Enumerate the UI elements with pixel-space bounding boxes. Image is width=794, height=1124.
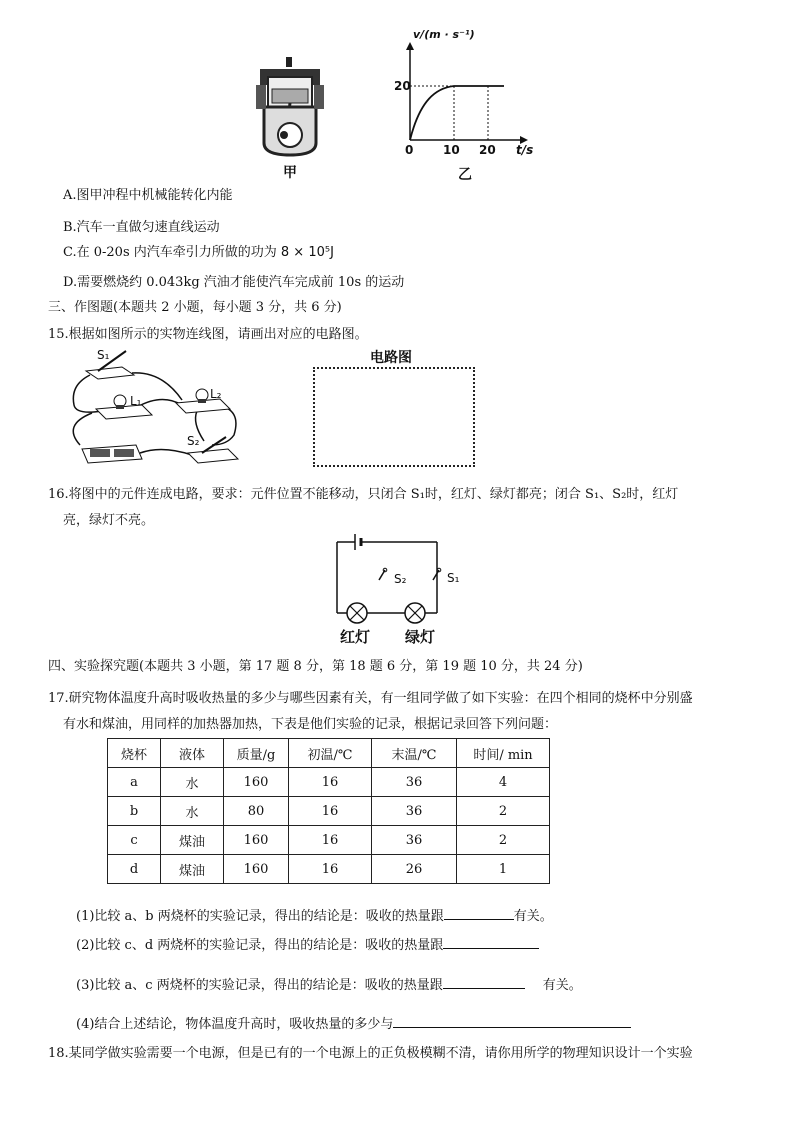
q17-part3 bbox=[76, 975, 582, 994]
graph-y-tick-20: 20 bbox=[394, 79, 411, 93]
table-row bbox=[108, 768, 550, 797]
table-cell: 16 bbox=[289, 826, 372, 855]
table-header: 烧杯 bbox=[108, 739, 161, 768]
table-cell: 2 bbox=[457, 797, 550, 826]
table-row bbox=[108, 855, 550, 884]
lamp-circuit-figure bbox=[325, 530, 460, 625]
option-c-formula: 8 × 10⁵J bbox=[280, 245, 334, 260]
option-c bbox=[63, 245, 334, 261]
q17-line2: 有水和煤油，用同样的加热器加热，下表是他们实验的记录，根据记录回答下列问题： bbox=[63, 717, 558, 732]
graph-y-axis-label: v/(m · s⁻¹) bbox=[413, 28, 475, 41]
table-cell: 16 bbox=[289, 797, 372, 826]
table-cell: 1 bbox=[457, 855, 550, 884]
figure-yi-label: 乙 bbox=[458, 167, 472, 183]
table-cell: 水 bbox=[161, 797, 224, 826]
option-c-text: C.在 0-20s 内汽车牵引力所做的功为 bbox=[63, 245, 281, 260]
q15-text: 15.根据如图所示的实物连线图，请画出对应的电路图。 bbox=[48, 327, 368, 342]
graph-x-tick-20: 20 bbox=[479, 143, 496, 157]
table-cell: 36 bbox=[372, 826, 457, 855]
q15-l1-label: L₁ bbox=[130, 394, 142, 408]
table-header-row bbox=[108, 739, 550, 768]
engine-cylinder-figure bbox=[250, 55, 330, 160]
q17-part1 bbox=[76, 906, 553, 925]
q17-part1-text: (1)比较 a、b 两烧杯的实验记录，得出的结论是：吸收的热量跟 bbox=[76, 909, 444, 924]
table-cell: 水 bbox=[161, 768, 224, 797]
answer-blank-3[interactable] bbox=[443, 975, 525, 989]
red-lamp-label: 红灯 bbox=[340, 628, 371, 646]
table-header: 时间/ min bbox=[457, 739, 550, 768]
q17-part3-text: (3)比较 a、c 两烧杯的实验记录，得出的结论是：吸收的热量跟 bbox=[76, 978, 443, 993]
circuit-box-title: 电路图 bbox=[370, 350, 412, 366]
table-cell: 16 bbox=[289, 768, 372, 797]
table-cell: 26 bbox=[372, 855, 457, 884]
table-cell: d bbox=[108, 855, 161, 884]
table-cell: 80 bbox=[224, 797, 289, 826]
q17-part1-suffix: 有关。 bbox=[513, 909, 553, 924]
table-cell: 160 bbox=[224, 768, 289, 797]
table-cell: c bbox=[108, 826, 161, 855]
figure-jia-label: 甲 bbox=[283, 165, 297, 181]
green-lamp-label: 绿灯 bbox=[405, 628, 436, 646]
answer-blank-2[interactable] bbox=[443, 935, 539, 949]
q17-part4 bbox=[76, 1014, 631, 1033]
q16-s1-label: S₁ bbox=[447, 571, 460, 585]
table-header: 初温/℃ bbox=[289, 739, 372, 768]
q17-part2 bbox=[76, 935, 539, 954]
table-header: 质量/g bbox=[224, 739, 289, 768]
table-row bbox=[108, 826, 550, 855]
q15-s2-label: S₂ bbox=[187, 434, 200, 448]
q16-s2-label: S₂ bbox=[394, 572, 407, 586]
table-cell: 160 bbox=[224, 826, 289, 855]
table-cell: 160 bbox=[224, 855, 289, 884]
q17-part3-suffix: 有关。 bbox=[542, 978, 582, 993]
q17-line1: 17.研究物体温度升高时吸收热量的多少与哪些因素有关，有一组同学做了如下实验：在四个相同的烧杯中分别盛 bbox=[48, 691, 693, 706]
q17-part2-text: (2)比较 c、d 两烧杯的实验记录，得出的结论是：吸收的热量跟 bbox=[76, 938, 444, 953]
table-row bbox=[108, 797, 550, 826]
table-cell: 煤油 bbox=[161, 855, 224, 884]
experiment-table bbox=[107, 738, 550, 884]
table-header: 末温/℃ bbox=[372, 739, 457, 768]
q15-s1-label: S₁ bbox=[97, 348, 110, 362]
circuit-answer-box bbox=[313, 367, 475, 467]
q17-part4-text: (4)结合上述结论，物体温度升高时，吸收热量的多少与 bbox=[76, 1017, 394, 1032]
q16-line1: 16.将图中的元件连成电路，要求：元件位置不能移动，只闭合 S₁时，红灯、绿灯都亮；闭合 S₁、S₂时，红灯 bbox=[48, 487, 679, 502]
q18-line1: 18.某同学做实验需要一个电源，但是已有的一个电源上的正负极模糊不清，请你用所学的物理知识设计一个实验 bbox=[48, 1046, 693, 1061]
table-cell: a bbox=[108, 768, 161, 797]
section-3-title: 三、作图题(本题共 2 小题，每小题 3 分，共 6 分) bbox=[48, 300, 342, 315]
physical-circuit-figure bbox=[62, 345, 252, 470]
option-a: A.图甲冲程中机械能转化内能 bbox=[63, 188, 233, 203]
answer-blank-4[interactable] bbox=[393, 1014, 631, 1028]
table-cell: 16 bbox=[289, 855, 372, 884]
option-b: B.汽车一直做匀速直线运动 bbox=[63, 220, 220, 235]
table-cell: 36 bbox=[372, 768, 457, 797]
graph-x-axis-label: t/s bbox=[516, 143, 534, 157]
table-cell: 煤油 bbox=[161, 826, 224, 855]
answer-blank-1[interactable] bbox=[444, 906, 514, 920]
graph-x-tick-0: 0 bbox=[405, 143, 414, 157]
table-header: 液体 bbox=[161, 739, 224, 768]
q16-line2: 亮，绿灯不亮。 bbox=[63, 513, 155, 528]
table-cell: b bbox=[108, 797, 161, 826]
table-cell: 2 bbox=[457, 826, 550, 855]
option-d: D.需要燃烧约 0.043kg 汽油才能使汽车完成前 10s 的运动 bbox=[63, 275, 405, 290]
table-cell: 36 bbox=[372, 797, 457, 826]
graph-x-tick-10: 10 bbox=[443, 143, 460, 157]
q15-l2-label: L₂ bbox=[210, 387, 222, 401]
table-cell: 4 bbox=[457, 768, 550, 797]
section-4-title: 四、实验探究题(本题共 3 小题，第 17 题 8 分，第 18 题 6 分，第 19 题 10 分，共 24 分) bbox=[48, 659, 583, 674]
